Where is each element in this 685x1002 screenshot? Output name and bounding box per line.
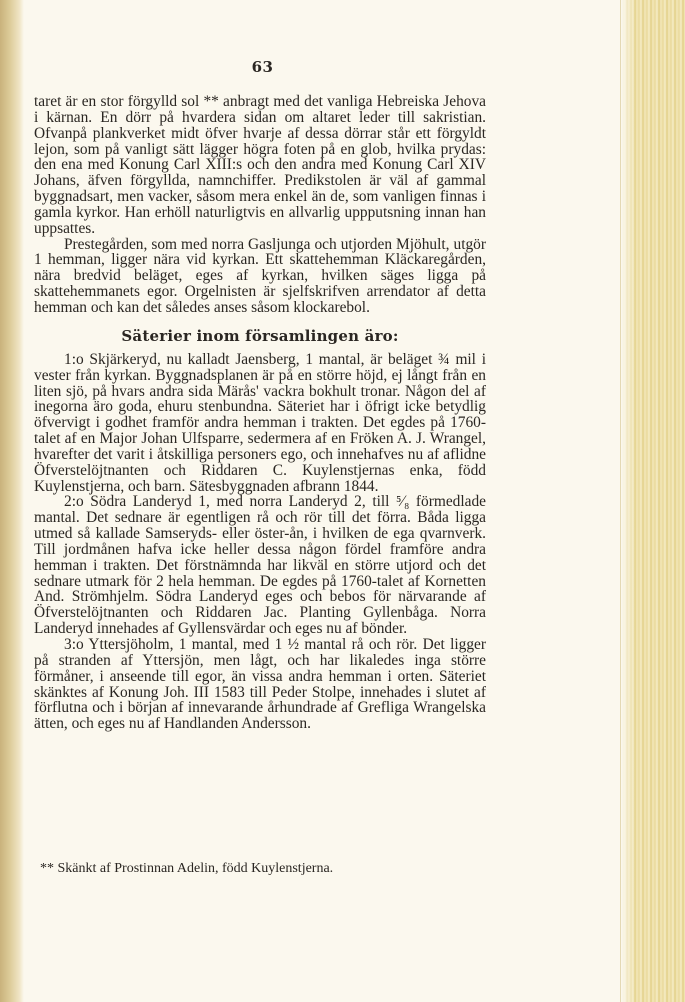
page-binding-shadow	[0, 0, 24, 1002]
section-heading: Säterier inom församlingen äro:	[121, 326, 399, 345]
main-text	[34, 94, 486, 732]
entry-skjarkeryd: 1:o Skjärkeryd, nu kalladt Jaensberg, 1 mantal, är beläget ¾ mil i vester från kyrkan. Byggnadsplanen är på en större höjd, ej långt från en liten sjö, på hvars andra sida Märås' vackra bokhult tronar. Någon del af inegorna äro goda, ehuru stenbundna. Säteriet har i öfrigt icke betydlig öfvervigt i godhet framför andra hemman i trakten. Det egdes på 1760-talet af en Major Johan Ulfsparre, sedermera af en Fröken A. J. Wrangel, hvarefter det varit i åtskilliga personers ego, och innehafves nu af aflidne Öfverstelöjtnanten och Riddaren C. Kuylenstjernas enka, född Kuylenstjerna, och barn. Sätesbyggnaden afbrann 1844.	[34, 350, 486, 495]
entry-yttersjoholm: 3:o Yttersjöholm, 1 mantal, med 1 ½ mantal rå och rör. Det ligger på stranden af Yttersjön, men lågt, och har likaledes inga större förmåner, i anseende till egor, än vissa andra hemman i orten. Säteriet skänktes af Konung Joh. III 1583 till Peder Stolpe, innehades i slutet af förflutna och i början af innevarande århundrade af Grefliga Wrangelska ätten, och eges nu af Handlanden Andersson.	[34, 636, 486, 733]
footnote: ** Skänkt af Prostinnan Adelin, född Kuylenstjerna.	[40, 861, 334, 876]
entry-sodra-landeryd: 2:o Södra Landeryd 1, med norra Landeryd 2, till ⁵⁄₈ förmedlade mantal. Det sednare är egentligen rå och rör till det förra. Båda ligga utmed så kallade Samseryds- eller öster-ån, i hvilken de ega qvarnverk. Till jordmånen hafva icke heller dessa någon fördel framföre andra hemman i trakten. Det förstnämnda har likväl en större utjord och det sednare utmark för 2 hela hemman. De egdes på 1760-talet af Kornetten And. Strömhjelm. Södra Landeryd eges och bebos för närvarande af Öfverstelöjtnanten och Riddaren Jac. Planting Gyllenbåga. Norra Landeryd innehades af Gyllensvärdar och eges nu af bönder.	[34, 493, 486, 638]
page-number: 63	[251, 58, 274, 76]
paragraph-prestegarden: Prestegården, som med norra Gasljunga och utjorden Mjöhult, utgör 1 hemman, ligger nära vid kyrkan. Ett skattehemman Kläckaregården, nära bredvid beläget, eges af kyrkan, hvilken säges ligga på skattehemmanets egor. Orgelnisten är sjelfskrifven arrendator af detta hemman och kan det således anses såsom klockarebol.	[34, 235, 486, 316]
paragraph-altar: taret är en stor förgylld sol ** anbragt med det vanliga Hebreiska Jehova i kärnan. En dörr på hvardera sidan om altaret leder till sakristian. Ofvanpå plankverket midt öfver hvarje af dessa dörrar står ett förgyldt lejon, som på vanligt sätt lägger högra foten på en glob, hvilka prydas: den ena med Konung Carl XIII:s och den andra med Konung Carl XIV Johans, äfven förgyllda, namnchiffer. Predikstolen är väl af gammal byggnadsart, men vacker, såsom mera enkel än de, som vanligen finnas i gamla kyrkor. Han erhöll naturligtvis en allvarlig uppputsning innan han uppsattes.	[34, 93, 486, 237]
page-edge-stack	[620, 0, 685, 1002]
